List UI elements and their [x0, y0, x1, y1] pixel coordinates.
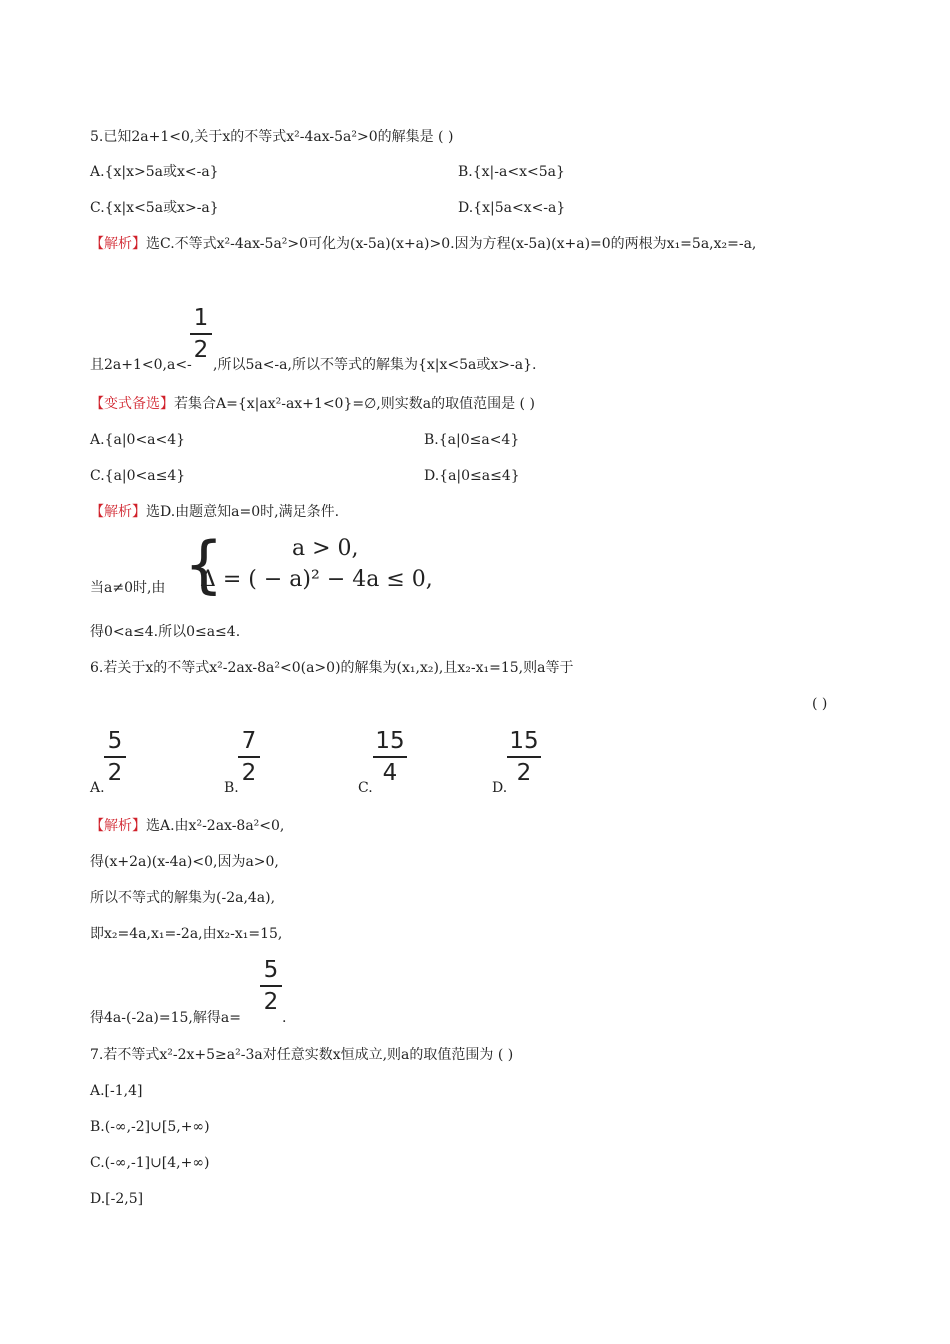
fraction-denominator: 2	[516, 759, 532, 786]
fraction-numerator: 5	[107, 728, 123, 754]
fraction-numerator: 5	[263, 957, 279, 983]
variant-option-b: B.{a|0≤a<4}	[424, 432, 520, 448]
q5-option-a: A.{x|x>5a或x<-a}	[90, 164, 219, 180]
q5-option-b: B.{x|-a<x<5a}	[458, 164, 565, 180]
fraction-bar	[190, 333, 212, 335]
q5-option-d: D.{x|5a<x<-a}	[458, 200, 566, 216]
system-line-1: a > 0,	[292, 536, 359, 561]
q5-half-numerator: 1	[193, 305, 209, 331]
variant-option-d: D.{a|0≤a≤4}	[424, 468, 520, 484]
q6-option-a-fraction	[104, 728, 126, 786]
fraction-denominator: 2	[107, 759, 123, 786]
q6-solution-end: .	[282, 1010, 287, 1026]
q6-answer-fraction	[260, 957, 282, 1015]
q6-answer-paren: ( )	[812, 696, 828, 712]
fraction-numerator: 7	[241, 728, 257, 754]
q7-stem: 7.若不等式x²-2x+5≥a²-3a对任意实数x恒成立,则a的取值范围为 ( )	[90, 1047, 514, 1063]
fraction-denominator: 2	[241, 759, 257, 786]
fraction-denominator: 4	[382, 759, 398, 786]
variant-option-c: C.{a|0<a≤4}	[90, 468, 186, 484]
q6-option-b-fraction	[238, 728, 260, 786]
variant-tag: 【变式备选】	[90, 396, 174, 412]
q6-stem: 6.若关于x的不等式x²-2ax-8a²<0(a>0)的解集为(x₁,x₂),且x₂-x₁=15,则a等于	[90, 660, 574, 676]
variant-solution-line-2: 当a≠0时,由	[90, 580, 166, 596]
q6-option-c-fraction	[373, 728, 407, 786]
q6-solution-line-3: 所以不等式的解集为(-2a,4a),	[90, 890, 276, 906]
q5-half-fraction	[190, 305, 212, 363]
q5-solution-text-1: 选C.不等式x²-4ax-5a²>0可化为(x-5a)(x+a)>0.因为方程(x-5a)(x+a)=0的两根为x₁=5a,x₂=-a,	[146, 236, 757, 252]
fraction-bar	[373, 756, 407, 758]
fraction-numerator: 15	[509, 728, 539, 754]
q5-option-c: C.{x|x<5a或x>-a}	[90, 200, 219, 216]
variant-stem: 若集合A={x|ax²-ax+1<0}=∅,则实数a的取值范围是 ( )	[174, 396, 535, 412]
q5-half-denominator: 2	[193, 336, 209, 363]
fraction-numerator: 15	[375, 728, 405, 754]
variant-stem-line	[90, 395, 535, 413]
fraction-bar	[260, 985, 282, 987]
fraction-bar	[507, 756, 541, 758]
q6-option-d-label: D.	[492, 780, 508, 796]
q7-option-b: B.(-∞,-2]∪[5,+∞)	[90, 1119, 210, 1135]
q6-option-a-label: A.	[90, 780, 105, 796]
q7-option-d: D.[-2,5]	[90, 1191, 144, 1207]
variant-solution-line-1	[90, 503, 339, 521]
q6-option-b-label: B.	[224, 780, 239, 796]
q5-solution-prefix: 且2a+1<0,a<-	[90, 357, 192, 373]
q6-solution-line-2: 得(x+2a)(x-4a)<0,因为a>0,	[90, 854, 279, 870]
variant-solution-line-3: 得0<a≤4.所以0≤a≤4.	[90, 624, 241, 640]
q5-solution-tag: 【解析】	[90, 236, 146, 252]
variant-option-a: A.{a|0<a<4}	[90, 432, 186, 448]
q6-option-d-fraction	[507, 728, 541, 786]
fraction-denominator: 2	[263, 988, 279, 1015]
q6-solution-line-4: 即x₂=4a,x₁=-2a,由x₂-x₁=15,	[90, 926, 283, 942]
q5-solution-suffix: ,所以5a<-a,所以不等式的解集为{x|x<5a或x>-a}.	[213, 357, 537, 373]
fraction-bar	[104, 756, 126, 758]
q7-option-c: C.(-∞,-1]∪[4,+∞)	[90, 1155, 210, 1171]
q5-stem: 5.已知2a+1<0,关于x的不等式x²-4ax-5a²>0的解集是 ( )	[90, 129, 454, 145]
q5-solution-line-1	[90, 235, 756, 253]
q7-option-a: A.[-1,4]	[90, 1083, 143, 1099]
q6-solution-tag: 【解析】	[90, 818, 146, 834]
q6-solution-line-5: 得4a-(-2a)=15,解得a=	[90, 1010, 241, 1026]
fraction-bar	[238, 756, 260, 758]
variant-solution-tag: 【解析】	[90, 504, 146, 520]
q6-solution-line-1	[90, 817, 284, 835]
q6-option-c-label: C.	[358, 780, 373, 796]
system-line-2: Δ = ( − a)² − 4a ≤ 0,	[200, 567, 433, 592]
system-brace: {	[184, 528, 224, 601]
q6-solution-text-1: 选A.由x²-2ax-8a²<0,	[146, 818, 285, 834]
variant-solution-text-1: 选D.由题意知a=0时,满足条件.	[146, 504, 340, 520]
